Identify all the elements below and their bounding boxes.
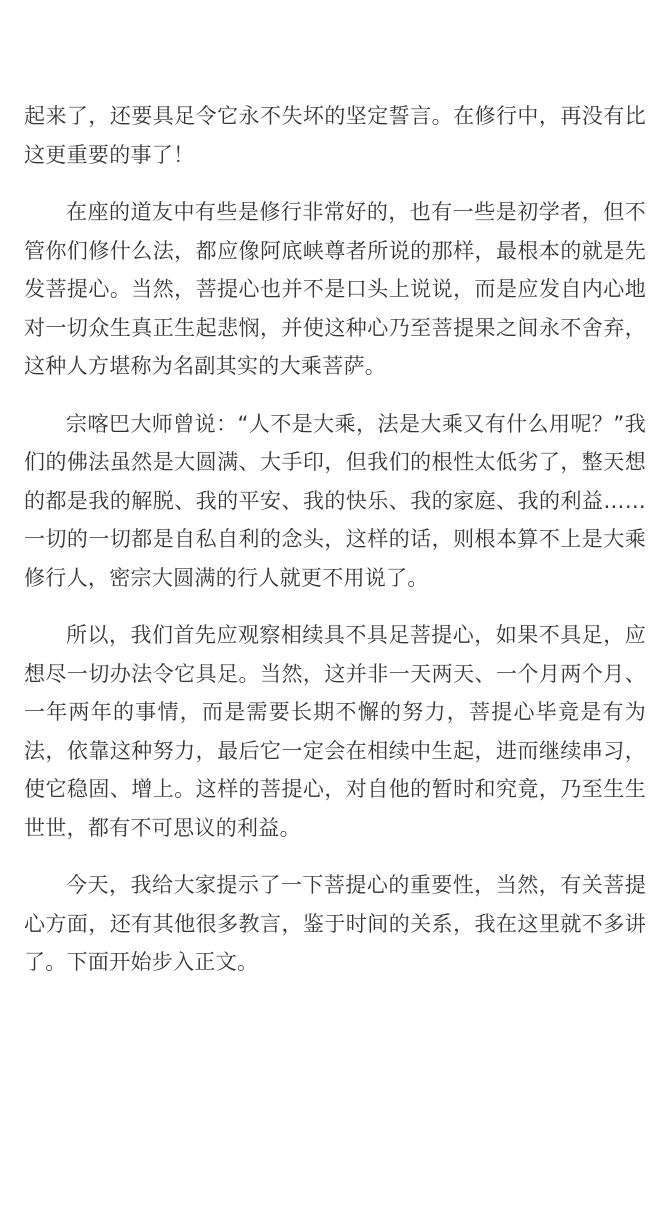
article-body — [24, 97, 646, 1001]
paragraph-tsongkhapa-quote: 宗喀巴大师曾说：“人不是大乘，法是大乘又有什么用呢？”我们的佛法虽然是大圆满、大手印，但我们的根性太低劣了，整天想的都是我的解脱、我的平安、我的快乐、我的家庭、我的利益……一切的一切都是自私自利的念头，这样的话，则根本算不上是大乘修行人，密宗大圆满的行人就更不用说了。 — [24, 411, 646, 590]
paragraph-continued: 起来了，还要具足令它永不失坏的坚定誓言。在修行中，再没有比这更重要的事了！ — [24, 104, 646, 167]
paragraph-bodhicitta-practice: 在座的道友中有些是修行非常好的，也有一些是初学者，但不管你们修什么法，都应像阿底峡尊者所说的那样，最根本的就是先发菩提心。当然，菩提心也并不是口头上说说，而是应发自内心地对一切众生真正生起悲悯，并使这种心乃至菩提果之间永不舍弃，这种人方堪称为名副其实的大乘菩萨。 — [24, 200, 646, 378]
paragraph-observe-continuum: 所以，我们首先应观察相续具不具足菩提心，如果不具足，应想尽一切办法令它具足。当然，这并非一天两天、一个月两个月、一年两年的事情，而是需要长期不懈的努力，菩提心毕竟是有为法，依靠这种努力，最后它一定会在相续中生起，进而继续串习，使它稳固、增上。这样的菩提心，对自他的暂时和究竟，乃至生生世世，都有不可思议的利益。 — [24, 623, 646, 840]
paragraph-closing: 今天，我给大家提示了一下菩提心的重要性，当然，有关菩提心方面，还有其他很多教言，鉴于时间的关系，我在这里就不多讲了。下面开始步入正文。 — [24, 873, 646, 974]
